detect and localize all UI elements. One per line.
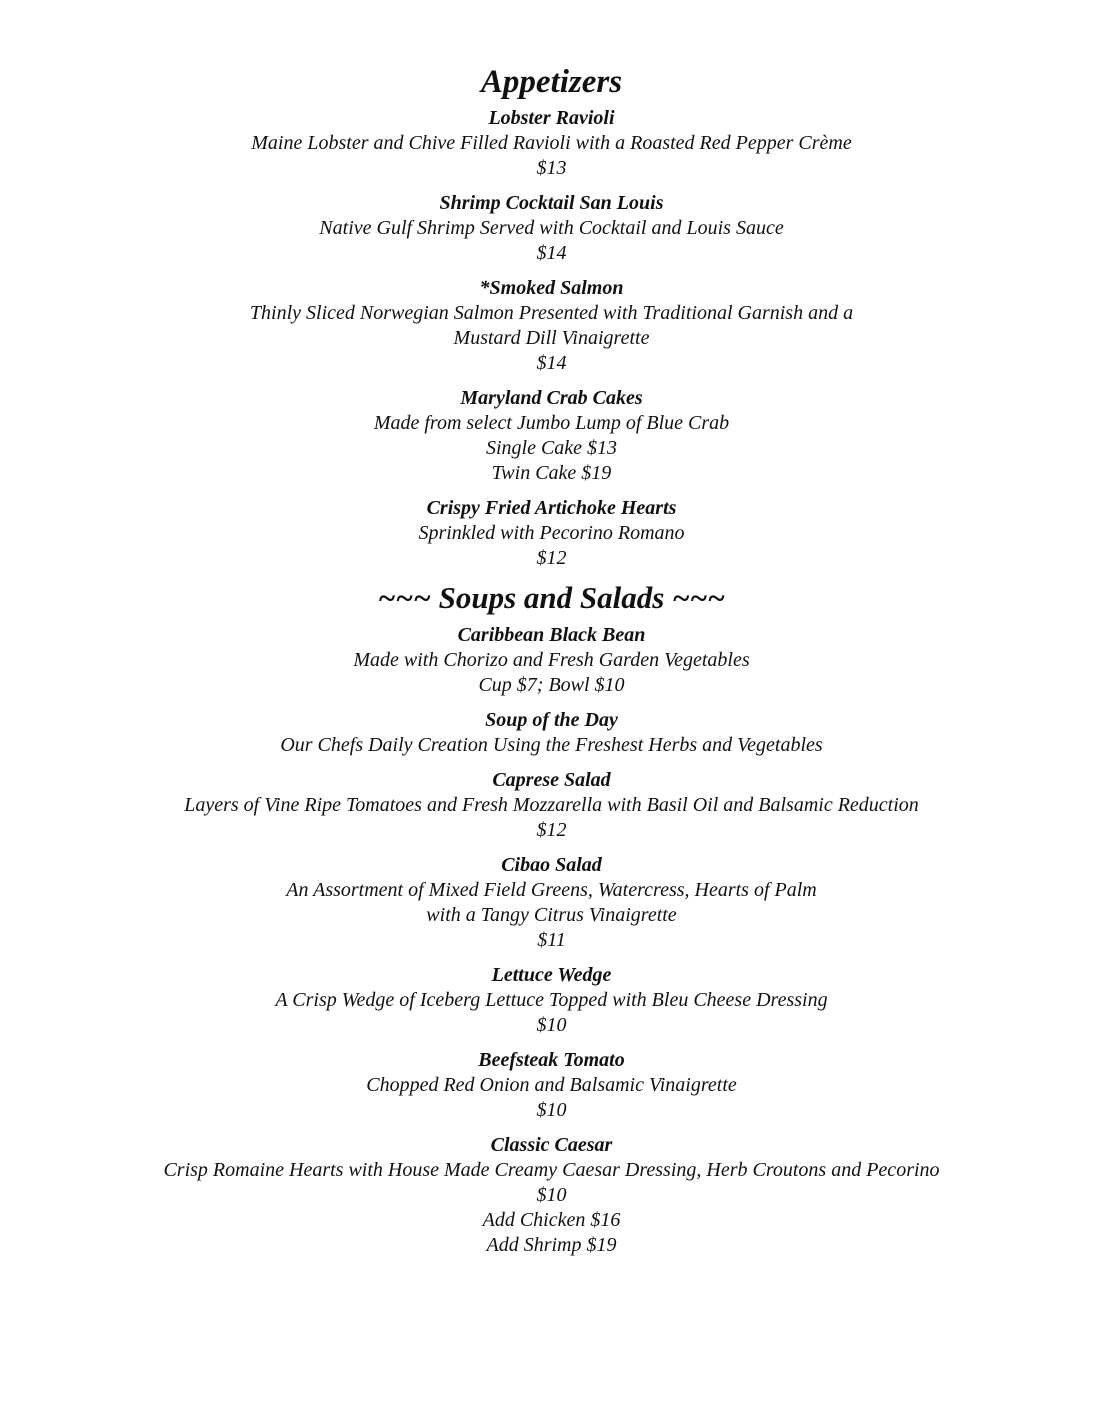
menu-item-description: Made with Chorizo and Fresh Garden Vegetables	[353, 649, 750, 671]
menu-item-soup-of-the-day	[0, 708, 1103, 758]
menu-item-lettuce-wedge	[0, 963, 1103, 1038]
menu-item-description: Thinly Sliced Norwegian Salmon Presented with Traditional Garnish and a	[249, 302, 854, 324]
menu-item-classic-caesar	[0, 1133, 1103, 1258]
menu-item-lobster-ravioli	[0, 106, 1103, 181]
menu-item-beefsteak-tomato	[0, 1048, 1103, 1123]
menu-item-price: $12	[536, 819, 567, 841]
menu-item-description: Layers of Vine Ripe Tomatoes and Fresh Mozzarella with Basil Oil and Balsamic Reduction	[184, 794, 919, 816]
menu-item-description: Mustard Dill Vinaigrette	[453, 327, 650, 349]
menu-item-description: Crisp Romaine Hearts with House Made Creamy Caesar Dressing, Herb Croutons and Pecorino	[163, 1159, 940, 1181]
menu-item-name: Caprese Salad	[492, 769, 611, 791]
menu-item-name: Lettuce Wedge	[491, 964, 612, 986]
menu-item-name: *Smoked Salmon	[479, 277, 624, 299]
menu-item-addon: Add Chicken $16	[482, 1209, 621, 1231]
menu-item-name: Caribbean Black Bean	[457, 624, 646, 646]
menu-item-shrimp-cocktail	[0, 191, 1103, 266]
appetizers-heading: Appetizers	[480, 64, 623, 100]
menu-item-description: A Crisp Wedge of Iceberg Lettuce Topped with Bleu Cheese Dressing	[275, 989, 828, 1011]
menu-item-name: Classic Caesar	[490, 1134, 613, 1156]
menu-page	[0, 62, 1103, 1268]
menu-item-name: Soup of the Day	[485, 709, 618, 731]
menu-item-description: Sprinkled with Pecorino Romano	[418, 522, 685, 544]
menu-item-description: Made from select Jumbo Lump of Blue Crab	[373, 412, 730, 434]
menu-item-name: Shrimp Cocktail San Louis	[439, 192, 664, 214]
menu-item-name: Maryland Crab Cakes	[460, 387, 643, 409]
menu-item-description: with a Tangy Citrus Vinaigrette	[426, 904, 677, 926]
menu-item-price: $14	[536, 242, 567, 264]
menu-item-name: Lobster Ravioli	[488, 107, 615, 129]
menu-item-price: $10	[536, 1184, 567, 1206]
menu-item-caprese-salad	[0, 768, 1103, 843]
menu-item-crab-cakes	[0, 386, 1103, 486]
menu-item-name: Beefsteak Tomato	[478, 1049, 625, 1071]
menu-item-price: Twin Cake $19	[491, 462, 612, 484]
menu-item-name: Cibao Salad	[501, 854, 602, 876]
menu-item-name: Crispy Fried Artichoke Hearts	[426, 497, 677, 519]
menu-item-black-bean	[0, 623, 1103, 698]
menu-item-price: $13	[536, 157, 567, 179]
menu-item-price: $14	[536, 352, 567, 374]
menu-item-description: Native Gulf Shrimp Served with Cocktail and Louis Sauce	[319, 217, 784, 239]
menu-item-price: Single Cake $13	[485, 437, 618, 459]
soups-salads-heading: ~~~ Soups and Salads ~~~	[377, 580, 726, 615]
menu-item-description: Our Chefs Daily Creation Using the Freshest Herbs and Vegetables	[280, 734, 823, 756]
menu-item-description: Chopped Red Onion and Balsamic Vinaigrette	[366, 1074, 737, 1096]
menu-item-price: Cup $7; Bowl $10	[478, 674, 625, 696]
menu-item-smoked-salmon	[0, 276, 1103, 376]
menu-item-price: $10	[536, 1014, 567, 1036]
menu-item-artichoke-hearts	[0, 496, 1103, 571]
menu-item-addon: Add Shrimp $19	[486, 1234, 617, 1256]
menu-item-price: $12	[536, 547, 567, 569]
menu-item-price: $11	[537, 929, 566, 951]
menu-item-description: An Assortment of Mixed Field Greens, Watercress, Hearts of Palm	[286, 879, 817, 901]
menu-item-price: $10	[536, 1099, 567, 1121]
menu-item-description: Maine Lobster and Chive Filled Ravioli with a Roasted Red Pepper Crème	[251, 132, 852, 154]
menu-item-cibao-salad	[0, 853, 1103, 953]
